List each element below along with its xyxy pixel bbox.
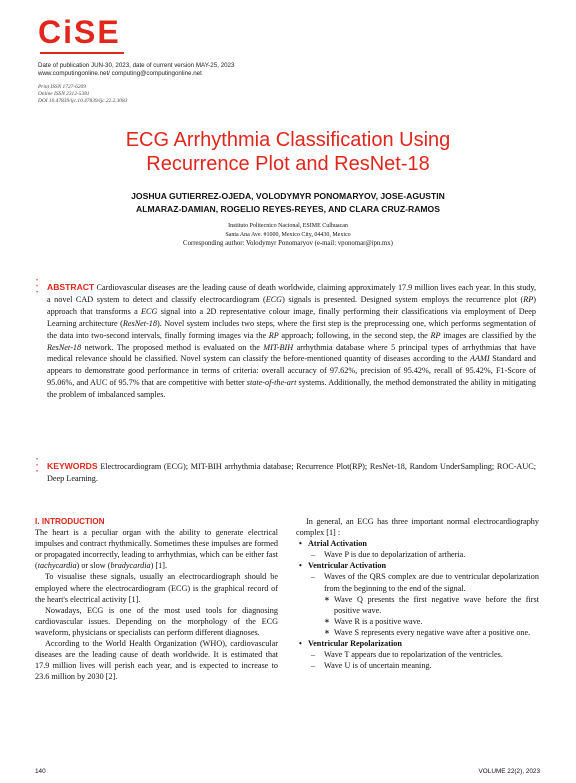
list-item [296, 538, 539, 549]
asterisk-icon: ∗ [324, 594, 330, 603]
dash-icon: – [311, 550, 316, 560]
intro-paragraph-2: To visualise these signals, usually an electrocardiograph should be employed where the electrocardiogram (ECG) is the graphical record of the heart's electrical activity [1]. [35, 572, 278, 604]
title-line-2: Recurrence Plot and ResNet-18 [146, 153, 430, 175]
intro-paragraph-3: Nowadays, ECG is one of the most used tools for diagnosing cardiovascular issues. Depending on the morphology of the ECG waveform, physicians or specialists can perform different diagnoses. [35, 605, 278, 637]
ecg-complex-list [296, 538, 539, 671]
page-number: 140 [35, 768, 46, 775]
abstract-text: signal into a 2D representative colour image, finally performing their classifications via employment of Deep Learning architecture ( [47, 306, 537, 328]
abstract-text: Cardiovascular diseases are the leading cause of death worldwide, claiming approximately 17.9 million lives each year. In this study, a novel CAD system to detect and classify electrocardiogram ( [47, 283, 536, 304]
issn-online: Online ISSN 2312-5381 [38, 91, 90, 97]
abstract-label: ABSTRACT [47, 282, 95, 292]
volume-info: VOLUME 22(2), 2023 [478, 768, 540, 775]
abstract-text: approach; following, in the second step, the [278, 330, 431, 340]
qrs-description: Waves of the QRS complex are due to ventricular depolarization from the beginning to the end of the signal. [324, 572, 539, 593]
abstract-italic: state-of-the-art [246, 378, 297, 388]
publication-dates: Date of publication JUN-30, 2023, date of current version MAY-25, 2023 [38, 62, 235, 69]
affiliation-line-1: Instituto Politecnico Nacional, ESIME Culhuacan [228, 223, 348, 229]
abstract-text: ). Novel system includes two steps, where the first step is the preprocessing one, which performs segmentation of the data into two-second intervals, finally forming images via the [47, 318, 536, 340]
list-item [296, 627, 539, 638]
affiliation [80, 222, 496, 240]
wave-r-text: Wave R is a positive wave. [334, 616, 423, 626]
right-column [296, 516, 539, 671]
doi: DOI 10.47839/ijc.10.47839/ijc.22.2.3083 [38, 98, 128, 104]
left-column [35, 516, 278, 682]
abstract-italic: ResNet-18 [47, 342, 82, 352]
authors-line-2: ALMARAZ-DAMIAN, ROGELIO REYES-REYES, AND CLARA CRUZ-RAMOS [136, 204, 440, 214]
corresponding-author: Corresponding author: Volodymyr Ponomaryov (e-mail: vponomar@ipn.mx) [183, 240, 393, 247]
ventricular-activation-label: Ventricular Activation [308, 561, 387, 571]
ventricular-repolarization-label: Ventricular Repolarization [308, 639, 402, 649]
abstract-text: images are classified by the [440, 330, 536, 340]
list-item [296, 571, 539, 593]
intro-text: ) [1]. [150, 561, 167, 571]
keywords-marker-icon: • • • [36, 457, 39, 475]
intro-text: The heart is a peculiar organ with the ability to generate electrical impulses and contract rhythmically. Sometimes these impulses are formed or propagated incorrectly, leading to arrhythmias, which can be either fast ( [35, 528, 278, 571]
dash-icon: – [311, 650, 316, 660]
list-item [296, 616, 539, 627]
abstract-italic: AAMI [470, 354, 490, 364]
bullet-icon: • [299, 639, 302, 649]
wave-p-text: Wave P is due to depolarization of artheria. [324, 550, 466, 560]
list-item [296, 660, 539, 671]
asterisk-icon: ∗ [324, 627, 330, 636]
abstract-italic: RP [430, 330, 441, 340]
author-list [60, 190, 516, 216]
list-item [296, 560, 539, 571]
issn-print: Print ISSN 1727-6209 [38, 84, 86, 90]
abstract-marker-icon: • • • [36, 278, 39, 296]
keywords-text: Electrocardiogram (ECG); MIT-BIH arrhythmia database; Recurrence Plot(RP); ResNet-18, Random UnderSampling; ROC-AUC; Deep Learning. [47, 462, 536, 483]
dash-icon: – [311, 572, 316, 582]
abstract-text: ) signals is presented. Designed system employs the recurrence plot ( [282, 294, 524, 304]
intro-italic: tachycardia [37, 561, 77, 571]
list-item [296, 594, 539, 616]
abstract-text: Standard and appears to demonstrate good performance in terms of criteria: overall accuracy of 97.62%, precision of 95.42%, recall of 95.42%, F1-Score of 95.06%, and AUC of 95.7% that are competitive with better [47, 354, 536, 388]
dash-icon: – [311, 661, 316, 671]
keywords [47, 461, 536, 485]
bullet-icon: • [299, 539, 302, 549]
abstract-italic: ECG [265, 294, 283, 304]
ecg-intro-paragraph: In general, an ECG has three important normal electrocardiography complex [1] : [296, 517, 539, 538]
title-line-1: ECG Arrhythmia Classification Using [125, 129, 451, 151]
bullet-icon: • [299, 561, 302, 571]
abstract-italic: RP [523, 294, 534, 304]
wave-q-text: Wave Q presents the first negative wave before the first positive wave. [334, 594, 539, 615]
section-heading: I. INTRODUCTION [35, 517, 105, 526]
wave-u-text: Wave U is of uncertain meaning. [324, 661, 432, 671]
wave-t-text: Wave T appears due to repolarization of the ventricles. [324, 650, 503, 660]
intro-italic: bradycardia [110, 561, 151, 571]
publication-info [38, 62, 234, 78]
abstract-italic: ECG [141, 306, 158, 316]
abstract-text: ) approach that transforms a [47, 294, 536, 316]
asterisk-icon: ∗ [324, 616, 330, 625]
journal-logo [38, 16, 121, 48]
list-item [296, 549, 539, 560]
intro-text: ) or slow ( [76, 561, 111, 571]
abstract-italic: ResNet-18 [122, 318, 157, 328]
issn-block [38, 84, 127, 105]
affiliation-line-2: Santa Ana Ave. #1000, Mexico City, 04430, Mexico [225, 232, 351, 238]
wave-s-text: Wave S represents every negative wave after a positive one. [334, 627, 531, 637]
logo-underline [40, 52, 124, 54]
logo-text: CiSE [38, 14, 121, 50]
paper-title [40, 128, 536, 176]
abstract-text: arrhythmia database where 5 principal types of arrhythmias that have medical relevance should be classified. Novel system can classify the before-mentioned quantity of diseases according to the [47, 342, 536, 364]
abstract-text: network. The proposed method is evaluated on the [81, 342, 264, 352]
journal-website: www.computingonline.net/ computing@computingonline.net [38, 70, 202, 77]
intro-paragraph-1 [35, 527, 278, 571]
abstract-italic: MIT-BIH [263, 342, 294, 352]
abstract [47, 282, 536, 401]
abstract-text: systems. Additionally, the method demonstrated the ability in mitigating the problem of imbalanced samples. [47, 378, 537, 400]
authors-line-1: JOSHUA GUTIERREZ-OJEDA, VOLODYMYR PONOMARYOV, JOSE-AGUSTIN [131, 191, 445, 201]
abstract-italic: RP [268, 330, 279, 340]
atrial-activation-label: Atrial Activation [308, 539, 367, 549]
list-item [296, 638, 539, 649]
list-item [296, 649, 539, 660]
keywords-label: KEYWORDS [47, 461, 98, 471]
intro-paragraph-4: According to the World Health Organization (WHO), cardiovascular diseases are the leading cause of death worldwide. It is estimated that 17.9 million lives will perish each year, and is expected to increase to 23.6 million by 2030 [2]. [35, 639, 278, 682]
